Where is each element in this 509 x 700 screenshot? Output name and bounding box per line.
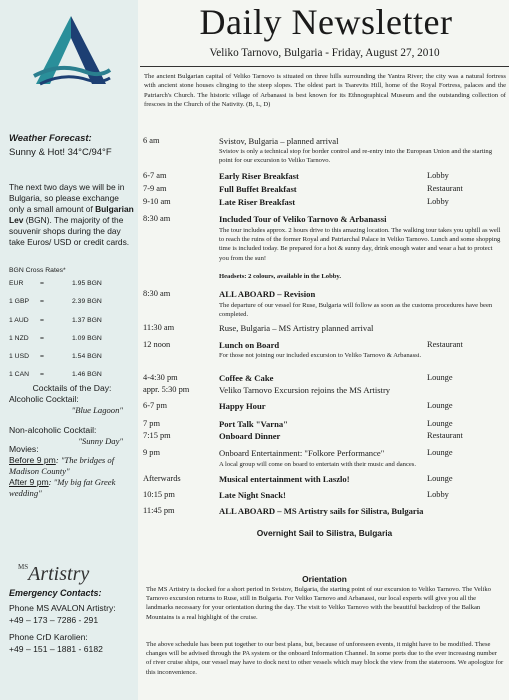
event-desc: A local group will come on board to entertain with their music and dances. xyxy=(219,461,417,468)
rate-row: EUR = 1.95 BGN xyxy=(9,280,102,287)
movies-box xyxy=(9,444,135,499)
header-divider xyxy=(140,66,509,67)
nonalcoholic-label: Non-alcoholic Cocktail: xyxy=(9,425,97,435)
schedule-notice: The above schedule has been put together to our best plans, but, because of unforeseen events, it might have to be modified. These changes will be advised through the PA system or the onboard Information Channel. In some ports due to the ever increasing number of river cruise ships, our vessel may have to dock next to other vessels which may block the view from the stateroom. We apologize for this inconvenience. xyxy=(146,641,504,676)
rate-row: 1 USD = 1.54 BGN xyxy=(9,353,102,361)
weather-title: Weather Forecast: xyxy=(9,133,92,144)
event-desc: The tour includes approx. 2 hours drive to this amazing location. The walking tour takes you uphill as well to reach the ruins of the former Royal and Patriarchal Palace in Veliko Tarnovo. Lunch and some shopping time is included today. Be prepared for a hot & sunny day, drink enough water and wear a hat to protect you from the sun! xyxy=(219,227,501,262)
overnight-sail: Overnight Sail to Silistra, Bulgaria xyxy=(256,528,393,538)
alcoholic-name: "Blue Lagoon" xyxy=(71,405,123,415)
intro-text: The ancient Bulgarian capital of Veliko Tarnovo is situated on three hills surrounding the Yantra River; the city was a natural fortress with ancient stone houses clinging to the steep slopes. The oldest part is Tsarevits Hill, home of the Royal Fortress, palaces and the Patriarch's Church. The historic village of Arbanassi is best known for its Ethnographical Museum and the outstanding collection of frescoes in the Church of the Nativity. (B, L, D) xyxy=(144,73,506,109)
rates-title: BGN Cross Rates* xyxy=(9,267,66,274)
event-desc: The departure of our vessel for Ruse, Bulgaria will follow as soon as the customs procedures have been completed. xyxy=(219,302,493,319)
nonalcoholic-name: "Sunny Day" xyxy=(78,436,123,446)
dateline: Veliko Tarnovo, Bulgaria - Friday, August 27, 2010 xyxy=(209,47,440,59)
event-desc: Svistov is only a technical stop for border control and re-entry into the European Union and the starting point for our excursion to Veliko Tarnovo. xyxy=(219,148,493,165)
company-logo-icon xyxy=(30,14,112,94)
rate-row: 1 NZD = 1.09 BGN xyxy=(9,334,102,342)
main-content: Daily Newsletter Veliko Tarnovo, Bulgaria - Friday, August 27, 2010 The ancient Bulgarian capital of Veliko Tarnovo is situated on three hills surrounding the Yantra River; the city was a natural fortress with ancient stone houses clinging to the steep slopes. The oldest part is Tsarevits Hill, home of the Royal Fortress, palaces and the Patriarch's Church. The historic village of Arbanassi is best known for its Ethnographical Museum and the outstanding collection of frescoes in the Church of the Nativity. (B, L, D) 6 am Svistov, Bulgaria – planned arrival Svistov is only a technical stop for border control and re-entry into the European Union and the starting point for our excursion to Veliko Tarnovo. 6-7 am Early Riser Breakfast Lobby 7-9 am Full Buffet Breakfast Restaurant 9-10 am Late Riser Breakfast Lobby 8:30 am Included Tour of Veliko Tarnovo & Arbanassi The tour includes approx. 2 hours drive to this amazing location. The walking tour takes you uphill as well to reach the ruins of the former Royal and Patriarchal Palace in Veliko Tarnovo. Lunch and some shopping time is included today. Be prepared for a hot & sunny day, drink enough water and wear a hat to protect you from the sun! Headsets: 2 colours, available in the Lobby. 8:30 am ALL ABOARD – Revision The departure of our vessel for Ruse, Bulgaria will follow as soon as the customs procedures have been completed. 11:30 am Ruse, Bulgaria – MS Artistry planned arrival 12 noon Lunch on Board Restaurant For those not joining our included excursion to Veliko Tarnovo & Arbanassi. 4-4:30 pm Coffee & Cake Lounge appr. 5:30 pm Veliko Tarnovo Excursion rejoins the MS Artistry 6-7 pm Happy Hour Lounge 7 pm Port Talk "Varna" Lounge 7:15 pm Onboard Dinner Restaurant 9 pm Onboard Entertainment: "Folkore Performance" Lounge A local group will come on board to entertain with their music and dances. Afterwards Musical entertainment with Laszlo! Lounge 10:15 pm Late Night Snack! Lobby 11:45 pm ALL ABOARD – MS Artistry sails for Silistra, Bulgaria Overnight Sail to Silistra, Bulgaria Orientation The MS Artistry is docked for a short period in Svistov, Bulgaria, the starting point of our excursion to Veliko Tarnovo. The Veliko Tarnovo excursion returns to Ruse, still in Bulgaria. For Veliko Tarnovo and Arbanassi, our local experts will give you all the landmarks necessary for your orientation during the day. The visit to Veliko Tarnovo with the beautiful backdrop of the Balkan Mountains is a real highlight of the cruise. The above schedule has been put together to our best plans, but, because of unforeseen events, it might have to be modified. These changes will be advised through the PA system or the onboard Information Channel. In some ports due to the ever increasing number of river cruise ships, our vessel may have to dock next to other vessels which may block the view from the stateroom. We apologize for this inconvenience. xyxy=(140,0,509,700)
contact-number: +49 – 173 – 7286 - 291 xyxy=(9,614,99,625)
emergency-contacts xyxy=(9,603,137,655)
rate-row: 1 CAN = 1.46 BGN xyxy=(9,371,102,379)
rate-row: 1 GBP = 2.39 BGN xyxy=(9,298,102,306)
cocktails-title: Cocktails of the Day: xyxy=(32,383,112,393)
headsets-note: Headsets: 2 colours, available in the Lobby. xyxy=(219,273,341,280)
contact-label: Phone CrD Karolien: xyxy=(9,632,88,643)
currency-note: The next two days we will be in Bulgaria, so please exchange only a small amount of Bulgarian Lev (BGN). The majority of the souvenir shops during the day take Euros/ USD or credit cards. xyxy=(9,182,134,247)
event-desc: For those not joining our included excursion to Veliko Tarnovo & Arbanassi. xyxy=(219,352,422,359)
orientation-title: Orientation xyxy=(302,574,347,584)
movies-title: Movies: xyxy=(9,444,39,454)
cocktails-box xyxy=(9,383,135,447)
emergency-title: Emergency Contacts: xyxy=(9,588,102,598)
contact-label: Phone MS AVALON Artistry: xyxy=(9,603,116,613)
brand-logo: $^{MS}$Artistry xyxy=(18,563,90,585)
alcoholic-label: Alcoholic Cocktail: xyxy=(9,394,79,404)
rates-list xyxy=(9,280,102,390)
contact-number: +49 – 151 – 1881 - 6182 xyxy=(9,643,103,654)
newsletter-title: Daily Newsletter xyxy=(199,2,453,42)
movie-1: Before 9 pm: "The bridges of Madison County" xyxy=(9,455,115,476)
weather-text: Sunny & Hot! 34°C/94°F xyxy=(9,147,112,158)
movie-2: After 9 pm: "My big fat Greek wedding" xyxy=(9,477,116,498)
sidebar xyxy=(0,0,138,700)
rate-row: 1 AUD = 1.37 BGN xyxy=(9,316,102,324)
orientation-text: The MS Artistry is docked for a short period in Svistov, Bulgaria, the starting point of our excursion to Veliko Tarnovo. The Veliko Tarnovo excursion returns to Ruse, still in Bulgaria. For Veliko Tarnovo and Arbanassi, our local experts will give you all the landmarks necessary for your orientation during the day. The visit to Veliko Tarnovo with the beautiful backdrop of the Balkan Mountains is a real highlight of the cruise. xyxy=(146,586,491,621)
